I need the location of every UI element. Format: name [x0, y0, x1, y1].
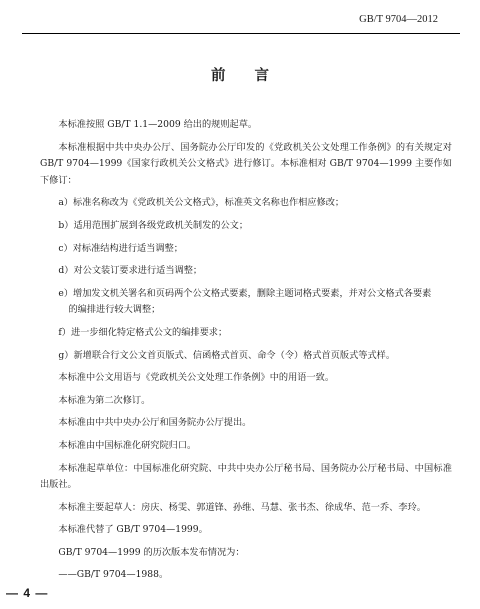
list-item-d: d）对公文装订要求进行适当调整； — [58, 265, 203, 277]
paragraph-history-item: ——GB/T 9704—1988。 — [58, 569, 169, 581]
list-item-e-text: e）增加发文机关署名和页码两个公文格式要素，删除主题词格式要素，并对公文格式各要素 — [58, 287, 432, 299]
page-title: 前 言 — [210, 68, 282, 84]
list-item-b: b）适用范围扩展到各级党政机关制发的公文； — [58, 219, 249, 231]
standard-code: GB/T 9704—2012 — [359, 14, 438, 25]
paragraph-revision-count: 本标准为第二次修订。 — [58, 394, 151, 406]
list-item-f: f）进一步细化特定格式公文的编排要求； — [58, 326, 228, 338]
list-item-e-continuation: 的编排进行较大调整； — [68, 304, 161, 316]
paragraph-centralized-unit: 本标准由中国标准化研究院归口。 — [58, 439, 197, 451]
paragraph-proposer: 本标准由中共中央办公厅和国务院办公厅提出。 — [58, 417, 252, 429]
paragraph-drafting-units: 本标准起草单位：中国标准化研究院、中共中央办公厅秘书局、国务院办公厅秘书局、中国标准出版社。 — [40, 462, 452, 491]
paragraph-replaces: 本标准代替了 GB/T 9704—1999。 — [58, 524, 208, 536]
paragraph-revision-basis: 本标准根据中共中央办公厅、国务院办公厅印发的《党政机关公文处理工作条例》的有关规定对 GB/T 9704—1999《国家行政机关公文格式》进行修订。本标准相对 GB/T 9704—1999 主要作如下修订： — [40, 141, 452, 186]
page-number: — 4 — — [6, 586, 49, 600]
list-item-e — [40, 286, 452, 319]
document-body — [40, 117, 452, 584]
paragraph-drafters: 本标准主要起草人：房庆、杨雯、郭道锋、孙维、马慧、张书杰、徐成华、范一乔、李玲。 — [58, 501, 426, 513]
paragraph-drafting-rules: 本标准按照 GB/T 1.1—2009 给出的规则起草。 — [58, 119, 258, 130]
list-item-c: c）对标准结构进行适当调整； — [58, 242, 183, 254]
header-rule — [22, 33, 460, 34]
list-item-a: a）标准名称改为《党政机关公文格式》，标准英文名称也作相应修改； — [58, 197, 345, 209]
paragraph-history: GB/T 9704—1999 的历次版本发布情况为： — [58, 546, 245, 558]
list-item-g: g）新增联合行文公文首页版式、信函格式首页、命令（令）格式首页版式等式样。 — [58, 349, 396, 361]
paragraph-terminology: 本标准中公文用语与《党政机关公文处理工作条例》中的用语一致。 — [58, 372, 335, 384]
